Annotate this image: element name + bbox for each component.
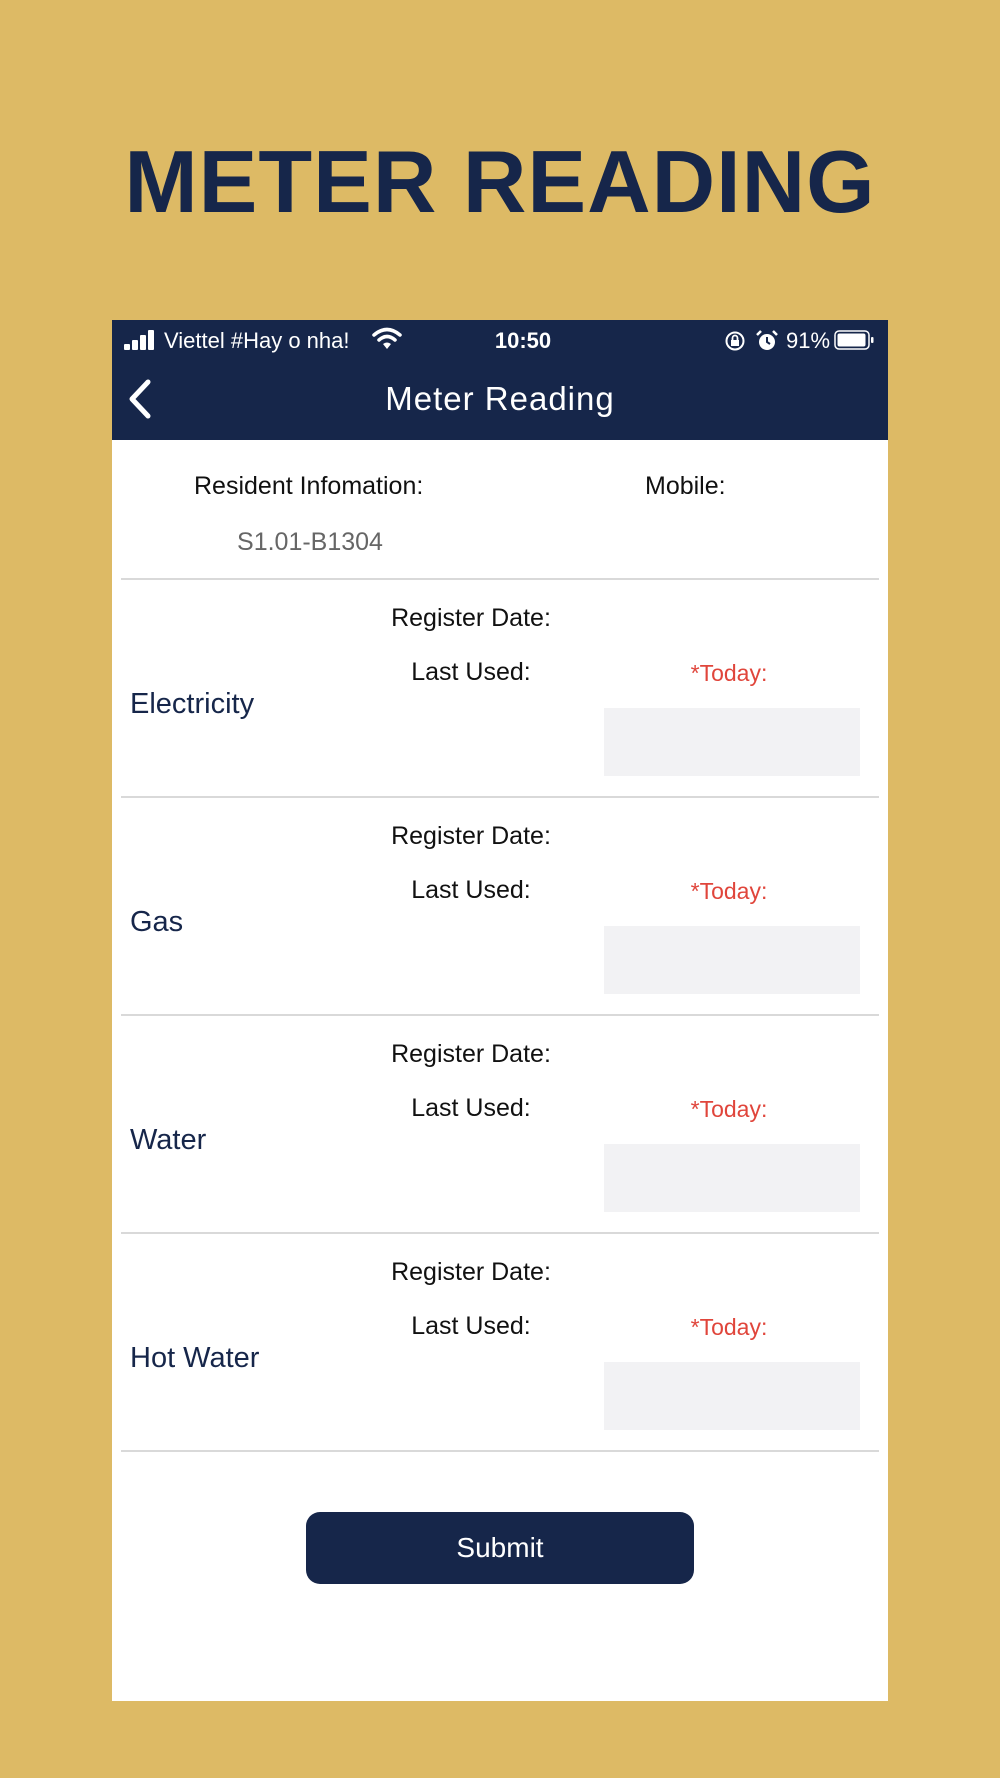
mobile-label: Mobile: <box>645 472 726 500</box>
submit-button[interactable]: Submit <box>306 1512 694 1584</box>
status-bar <box>112 320 888 360</box>
resident-info-value: S1.01-B1304 <box>237 528 383 556</box>
register-date-label: Register Date: <box>391 1040 551 1068</box>
meter-name: Electricity <box>130 688 255 720</box>
today-label: *Today: <box>690 1314 768 1340</box>
last-used-label: Last Used: <box>411 1312 531 1340</box>
meter-name: Gas <box>130 906 184 938</box>
register-date-label: Register Date: <box>391 822 551 850</box>
meter-row-water <box>121 1016 879 1234</box>
today-label: *Today: <box>690 878 768 904</box>
nav-bar <box>112 360 888 440</box>
alarm-icon <box>756 329 778 353</box>
signal-icon <box>124 330 158 350</box>
water-today-input[interactable] <box>604 1144 860 1212</box>
wifi-icon <box>372 326 402 352</box>
last-used-label: Last Used: <box>411 1094 531 1122</box>
last-used-label: Last Used: <box>411 876 531 904</box>
resident-info-section <box>121 440 879 580</box>
hot-water-today-input[interactable] <box>604 1362 860 1430</box>
meter-name: Water <box>130 1124 207 1156</box>
carrier-name: Viettel #Hay o nha! <box>164 328 350 353</box>
gas-today-input[interactable] <box>604 926 860 994</box>
resident-info-label: Resident Infomation: <box>194 472 424 500</box>
meter-name: Hot Water <box>130 1342 260 1374</box>
register-date-label: Register Date: <box>391 1258 551 1286</box>
app-header <box>112 320 888 440</box>
page-title: Meter Reading <box>385 380 615 417</box>
meter-row-electricity <box>121 580 879 798</box>
phone-screen <box>112 320 888 1701</box>
battery-percent: 91% <box>786 328 831 353</box>
battery-icon <box>834 330 874 350</box>
meter-row-hot-water <box>121 1234 879 1452</box>
rotation-lock-icon <box>724 330 746 352</box>
meter-row-gas <box>121 798 879 1016</box>
last-used-label: Last Used: <box>411 658 531 686</box>
electricity-today-input[interactable] <box>604 708 860 776</box>
today-label: *Today: <box>690 660 768 686</box>
promo-title: METER READING <box>124 132 876 231</box>
status-time: 10:50 <box>494 328 552 353</box>
today-label: *Today: <box>690 1096 768 1122</box>
register-date-label: Register Date: <box>391 604 551 632</box>
